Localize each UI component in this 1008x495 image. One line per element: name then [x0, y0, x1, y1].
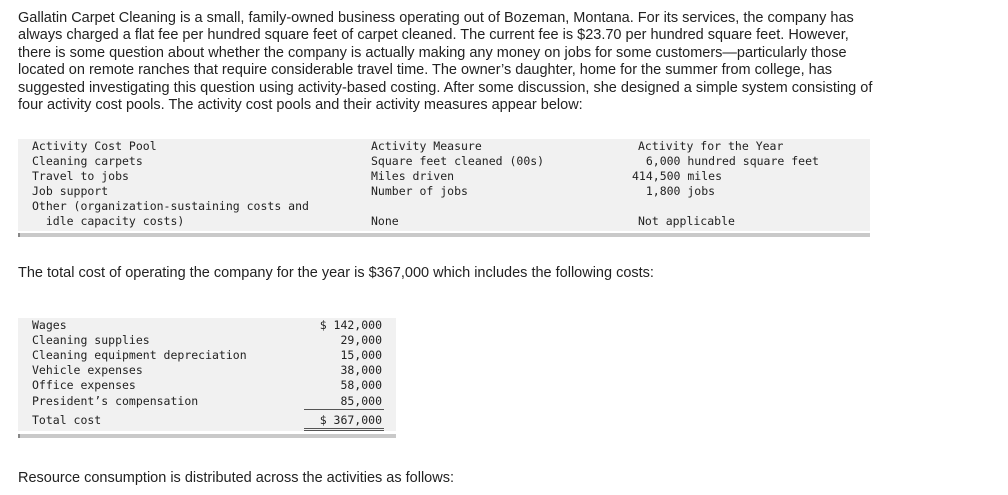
header-activity-for-year: Activity for the Year	[638, 139, 784, 153]
cost-amount: 85,000	[340, 394, 382, 408]
cost-amount: 58,000	[340, 378, 382, 392]
resource-sentence: Resource consumption is distributed across the activities as follows:	[18, 470, 454, 486]
other-year: Not applicable	[638, 214, 735, 228]
total-cost-amount: $ 367,000	[319, 413, 382, 427]
intro-line: always charged a flat fee per hundred square feet of carpet cleaned. The current fee is $23.70 per hundred square feet. However,	[18, 27, 849, 44]
row-measure: Miles driven	[371, 169, 455, 183]
cost-label: Vehicle expenses	[32, 363, 143, 377]
cost-label: Wages	[32, 318, 67, 332]
intro-line: suggested investigating this question using activity-based costing. After some discussion, she designed a simple system consisting of	[18, 79, 873, 96]
intro-line: located on remote ranches that require considerable travel time. The owner’s daughter, home for the summer from college, has	[18, 62, 833, 79]
total-cost-sentence: The total cost of operating the company for the year is $367,000 which includes the following costs:	[18, 265, 654, 281]
row-year: 6,000 hundred square feet	[632, 154, 819, 168]
other-pool-line2: idle capacity costs)	[32, 214, 185, 228]
cost-table	[18, 318, 396, 431]
total-cost-label: Total cost	[32, 413, 102, 427]
intro-line: there is some question about whether the company is actually making any money on jobs for some customers—particularly those	[18, 44, 847, 61]
other-measure: None	[371, 214, 399, 228]
cost-label: Cleaning supplies	[32, 333, 150, 347]
table-bottom-rule	[18, 434, 396, 438]
cost-amount: $ 142,000	[319, 318, 382, 332]
row-measure: Number of jobs	[371, 184, 468, 198]
cost-label: President’s compensation	[32, 394, 199, 408]
total-double-rule-top	[304, 428, 384, 429]
other-pool-line1: Other (organization-sustaining costs and	[32, 199, 309, 213]
intro-paragraph	[18, 10, 968, 114]
cost-amount: 29,000	[340, 333, 382, 347]
cost-amount: 15,000	[340, 348, 382, 362]
intro-line: four activity cost pools. The activity cost pools and their activity measures appear below:	[18, 97, 583, 114]
row-measure: Square feet cleaned (00s)	[371, 154, 545, 168]
intro-line: Gallatin Carpet Cleaning is a small, family-owned business operating out of Bozeman, Montana. For its services, the company has	[18, 10, 854, 26]
row-year: 414,500 miles	[632, 169, 723, 183]
cost-label: Cleaning equipment depreciation	[32, 348, 247, 362]
row-year: 1,800 jobs	[632, 184, 716, 198]
table-bottom-rule	[18, 233, 870, 237]
cost-amount: 38,000	[340, 363, 382, 377]
header-activity-measure: Activity Measure	[371, 139, 482, 153]
total-double-rule-bottom	[304, 430, 384, 431]
row-pool: Cleaning carpets	[32, 154, 143, 168]
header-activity-cost-pool: Activity Cost Pool	[32, 139, 157, 153]
activity-cost-pool-table	[18, 139, 870, 231]
cost-label: Office expenses	[32, 378, 136, 392]
row-pool: Travel to jobs	[32, 169, 129, 183]
subtotal-rule	[304, 409, 384, 410]
row-pool: Job support	[32, 184, 109, 198]
